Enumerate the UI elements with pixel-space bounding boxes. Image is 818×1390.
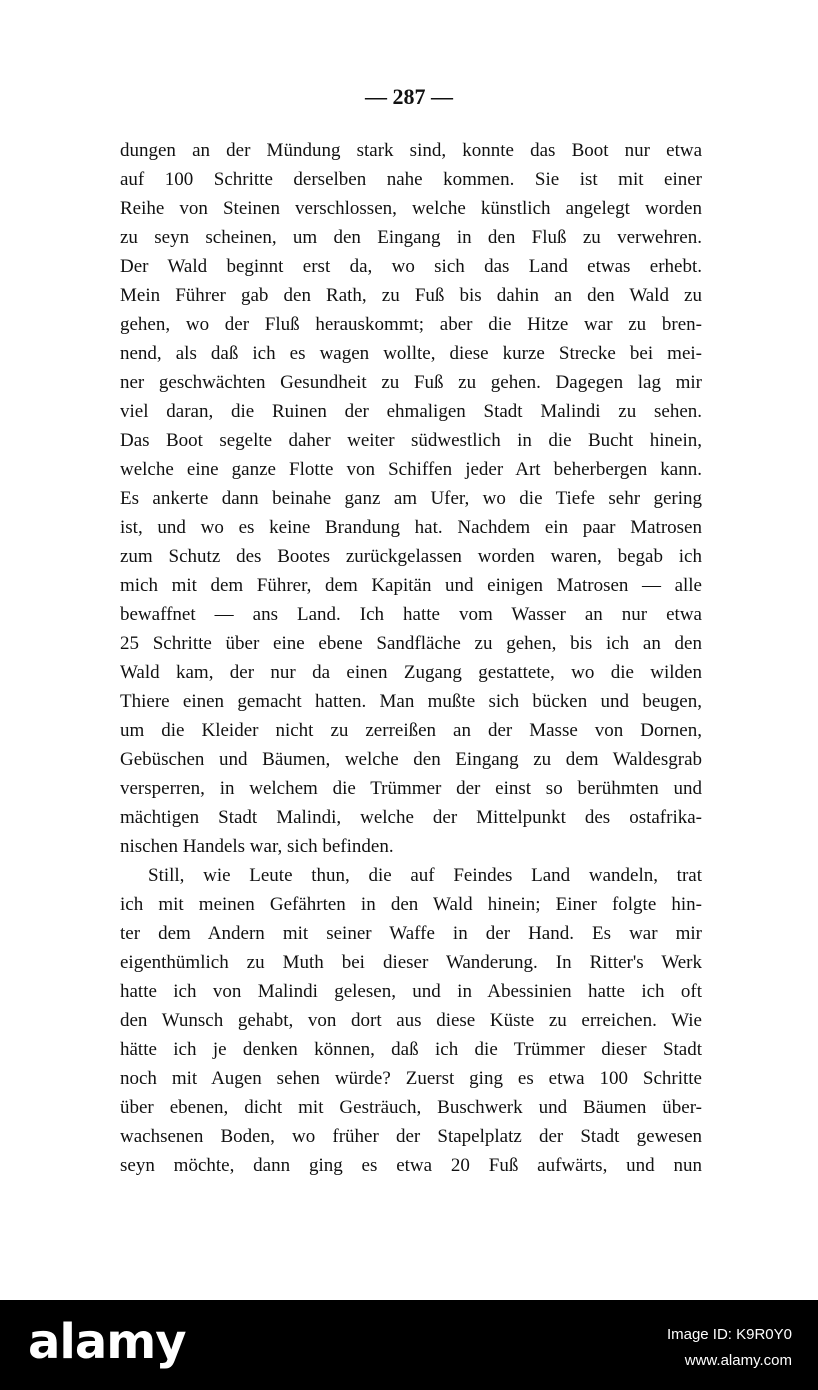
text-line: viel daran, die Ruinen der ehmaligen Stadt Malindi zu sehen.: [120, 401, 702, 422]
image-id: Image ID: K9R0Y0: [666, 1326, 792, 1343]
text-line: den Wunsch gehabt, von dort aus diese Küste zu erreichen. Wie: [120, 1010, 702, 1031]
watermark-bar: [0, 1300, 818, 1390]
text-line: 25 Schritte über eine ebene Sandfläche zu gehen, bis ich an den: [120, 633, 702, 654]
text-line: Es ankerte dann beinahe ganz am Ufer, wo die Tiefe sehr gering: [120, 488, 702, 509]
body-text: [120, 136, 702, 1180]
text-line: dungen an der Mündung stark sind, konnte das Boot nur etwa: [120, 140, 702, 161]
text-line: zum Schutz des Bootes zurückgelassen worden waren, begab ich: [120, 546, 702, 567]
text-line: hatte ich von Malindi gelesen, und in Abessinien hatte ich oft: [120, 981, 702, 1002]
text-line: ter dem Andern mit seiner Waffe in der Hand. Es war mir: [120, 923, 702, 944]
text-line: bewaffnet — ans Land. Ich hatte vom Wasser an nur etwa: [120, 604, 702, 625]
text-line: versperren, in welchem die Trümmer der einst so berühmten und: [120, 778, 702, 799]
text-line: ist, und wo es keine Brandung hat. Nachdem ein paar Matrosen: [120, 517, 702, 538]
text-line: Der Wald beginnt erst da, wo sich das Land etwas erhebt.: [120, 256, 702, 277]
text-line: noch mit Augen sehen würde? Zuerst ging es etwa 100 Schritte: [120, 1068, 702, 1089]
text-line: ner geschwächten Gesundheit zu Fuß zu gehen. Dagegen lag mir: [120, 372, 702, 393]
text-line: Still, wie Leute thun, die auf Feindes Land wandeln, trat: [148, 865, 702, 886]
text-line: Mein Führer gab den Rath, zu Fuß bis dahin an den Wald zu: [120, 285, 702, 306]
page-number: — 287 —: [365, 84, 453, 109]
text-line: auf 100 Schritte derselben nahe kommen. Sie ist mit einer: [120, 169, 702, 190]
alamy-logo: alamy: [28, 1314, 186, 1370]
text-line: Gebüschen und Bäumen, welche den Eingang zu dem Waldesgrab: [120, 749, 702, 770]
text-line: mächtigen Stadt Malindi, welche der Mittelpunkt des ostafrika-: [120, 807, 702, 828]
text-line: eigenthümlich zu Muth bei dieser Wanderung. In Ritter's Werk: [120, 952, 702, 973]
text-line: ich mit meinen Gefährten in den Wald hinein; Einer folgte hin-: [120, 894, 702, 915]
text-line: nend, als daß ich es wagen wollte, diese kurze Strecke bei mei-: [120, 343, 702, 364]
text-line: zu seyn scheinen, um den Eingang in den Fluß zu verwehren.: [120, 227, 702, 248]
text-line: hätte ich je denken können, daß ich die Trümmer dieser Stadt: [120, 1039, 702, 1060]
text-line: mich mit dem Führer, dem Kapitän und einigen Matrosen — alle: [120, 575, 702, 596]
text-line: Das Boot segelte daher weiter südwestlich in die Bucht hinein,: [120, 430, 702, 451]
text-line: über ebenen, dicht mit Gesträuch, Buschwerk und Bäumen über-: [120, 1097, 702, 1118]
text-line: Reihe von Steinen verschlossen, welche künstlich angelegt worden: [120, 198, 702, 219]
text-line: welche eine ganze Flotte von Schiffen jeder Art beherbergen kann.: [120, 459, 702, 480]
text-line: Wald kam, der nur da einen Zugang gestattete, wo die wilden: [120, 662, 702, 683]
text-line: Thiere einen gemacht hatten. Man mußte sich bücken und beugen,: [120, 691, 702, 712]
text-line: um die Kleider nicht zu zerreißen an der Masse von Dornen,: [120, 720, 702, 741]
text-line: seyn möchte, dann ging es etwa 20 Fuß aufwärts, und nun: [120, 1155, 702, 1176]
watermark-meta: [667, 1322, 792, 1374]
watermark-url: www.alamy.com: [684, 1352, 792, 1369]
text-line: wachsenen Boden, wo früher der Stapelplatz der Stadt gewesen: [120, 1126, 702, 1147]
text-line: gehen, wo der Fluß herauskommt; aber die Hitze war zu bren-: [120, 314, 702, 335]
text-line: nischen Handels war, sich befinden.: [120, 836, 394, 857]
